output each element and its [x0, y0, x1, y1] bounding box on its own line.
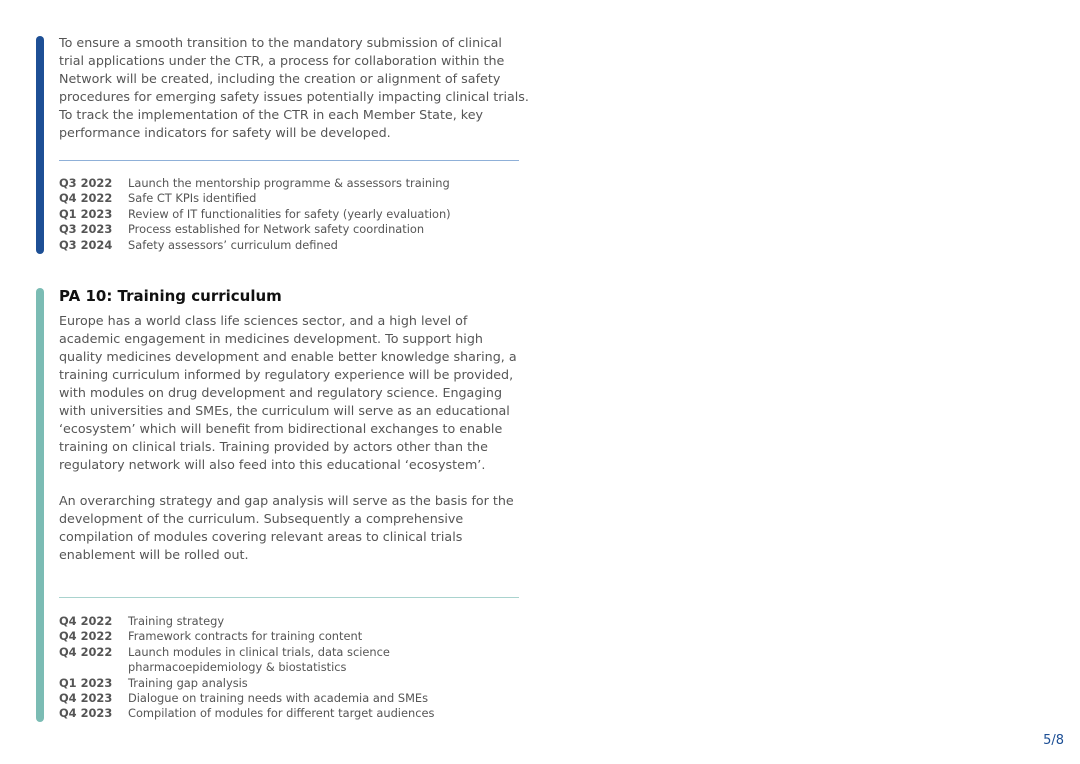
milestone-text: Training gap analysis	[128, 675, 248, 690]
section-title: PA 10: Training curriculum	[59, 287, 282, 305]
milestone-text: Training strategy	[128, 614, 225, 628]
milestone-row	[59, 238, 451, 253]
milestone-row	[59, 614, 434, 629]
milestone-text: Safety assessors’ curriculum defined	[128, 237, 338, 252]
milestone-quarter: Q4 2022	[59, 629, 113, 644]
section2-milestones	[59, 614, 434, 722]
section1-text	[59, 34, 529, 142]
milestone-quarter: Q3 2024	[59, 237, 113, 252]
section-divider	[59, 597, 519, 598]
milestone-text: Launch modules in clinical trials, data science pharmacoepidemiology & biostatistics	[128, 644, 390, 675]
milestone-text: Compilation of modules for different target audiences	[128, 706, 435, 721]
milestone-row	[59, 222, 451, 237]
milestone-row	[59, 629, 434, 644]
milestone-quarter: Q4 2022	[59, 644, 113, 659]
section1-milestones	[59, 176, 451, 253]
section-accent-bar	[36, 288, 44, 722]
milestone-quarter: Q3 2023	[59, 222, 113, 237]
milestone-quarter: Q3 2022	[59, 176, 113, 190]
milestone-quarter: Q1 2023	[59, 675, 113, 690]
milestone-text: Launch the mentorship programme & assessors training	[128, 176, 450, 190]
milestone-quarter: Q1 2023	[59, 206, 113, 221]
section2-text	[59, 287, 529, 564]
milestone-row	[59, 645, 434, 676]
section-divider	[59, 160, 519, 161]
milestone-row	[59, 191, 451, 206]
milestone-row	[59, 176, 451, 191]
milestone-quarter: Q4 2023	[59, 706, 113, 721]
section-accent-bar	[36, 36, 44, 254]
milestone-quarter: Q4 2022	[59, 191, 113, 206]
milestone-row	[59, 207, 451, 222]
milestone-row	[59, 706, 434, 721]
section1-paragraph: To ensure a smooth transition to the mandatory submission of clinical trial applications under the CTR, a process for collaboration within the Network will be created, including the creation or alignment of safety procedures for emerging safety issues potentially impacting clinical trials. To track the implementation of the CTR in each Member State, key performance indicators for safety will be developed.	[59, 35, 529, 140]
milestone-row	[59, 676, 434, 691]
milestone-row	[59, 691, 434, 706]
milestone-text: Dialogue on training needs with academia and SMEs	[128, 691, 429, 706]
milestone-text: Process established for Network safety coordination	[128, 222, 425, 237]
milestone-quarter: Q4 2022	[59, 614, 113, 628]
milestone-text: Review of IT functionalities for safety (yearly evaluation)	[128, 206, 451, 221]
section2-paragraph-1: Europe has a world class life sciences sector, and a high level of academic engagement in medicines development. To support high quality medicines development and enable better knowledge sharing, a training curriculum informed by regulatory experience will be provided, with modules on drug development and regulatory science. Engaging with universities and SMEs, the curriculum will serve as an educational ‘ecosystem’ which will benefit from bidirectional exchanges to enable training on clinical trials. Training provided by actors other than the regulatory network will also feed into this educational ‘ecosystem’.	[59, 313, 517, 472]
milestone-text: Framework contracts for training content	[128, 629, 363, 644]
page-number: 5/8	[1043, 733, 1064, 748]
section2-paragraph-2: An overarching strategy and gap analysis will serve as the basis for the development of the curriculum. Subsequently a comprehensive compilation of modules covering relevant areas to clinical trials enablement will be rolled out.	[59, 493, 514, 562]
milestone-text: Safe CT KPIs identified	[128, 191, 257, 206]
milestone-quarter: Q4 2023	[59, 691, 113, 706]
